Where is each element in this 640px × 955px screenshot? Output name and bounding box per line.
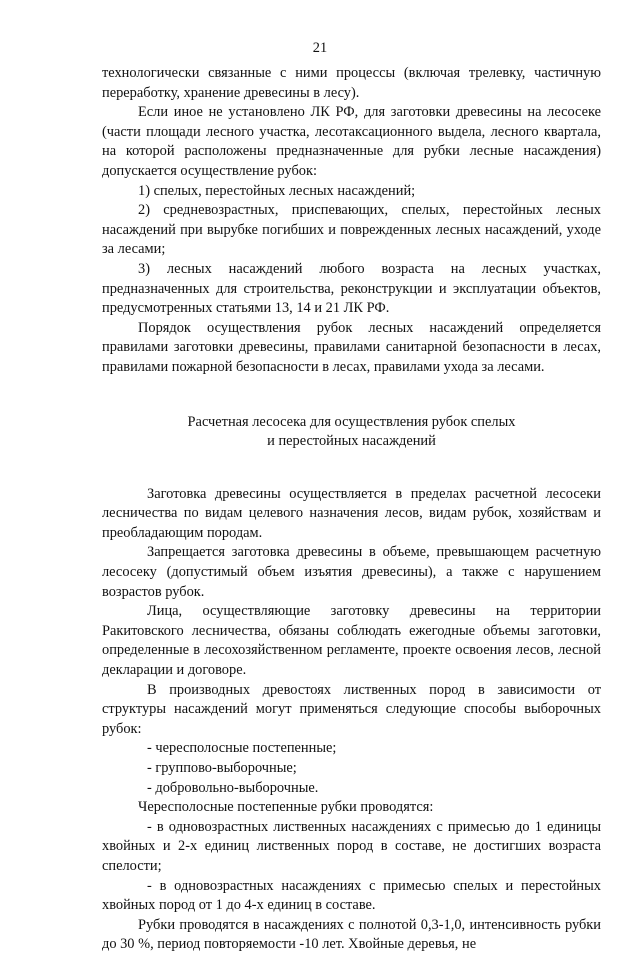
- paragraph: технологически связанные с ними процессы (включая трелевку, частичную переработку, хранение древесины в лесу).: [102, 65, 601, 101]
- list-item: - в одновозрастных лиственных насаждениях с примесью до 1 единицы хвойных и 2-х единиц лиственных пород в составе, не достигших возраста спелости;: [102, 818, 601, 874]
- paragraph: Чересполосные постепенные рубки проводятся:: [138, 799, 434, 816]
- paragraph: Рубки проводятся в насаждениях с полнотой 0,3-1,0, интенсивность рубки до 30 %, период повторяемости -10 лет. Хвойные деревья, не: [102, 916, 601, 953]
- paragraph: Если иное не установлено ЛК РФ, для заготовки древесины на лесосеке (части площади лесного участка, лесотаксационного выдела, лесного квартала, на которой расположены предназначенные для рубки лесные насаждения) допускается осуществление рубок:: [102, 104, 601, 179]
- paragraph: Лица, осуществляющие заготовку древесины на территории Ракитовского лесничества, обязаны соблюдать ежегодные объемы заготовки, определенные в лесохозяйственном регламенте, проекте освоения лесов, лесной декларации и договоре.: [102, 603, 601, 679]
- paragraph: Запрещается заготовка древесины в объеме, превышающем расчетную лесосеку (допустимый объем изъятия древесины), а также с нарушением возрастов рубок.: [102, 544, 601, 600]
- list-item: - добровольно-выборочные.: [147, 779, 319, 796]
- list-item: 2) средневозрастных, приспевающих, спелых, перестойных лесных насаждений при вырубке погибших и поврежденных лесных насаждений, уходе за лесами;: [102, 202, 601, 258]
- paragraph: В производных древостоях лиственных пород в зависимости от структуры насаждений могут применяться следующие способы выборочных рубок:: [102, 681, 601, 737]
- page-number: 21: [312, 40, 328, 56]
- list-item: 1) спелых, перестойных лесных насаждений;: [138, 182, 416, 199]
- list-item: - в одновозрастных насаждениях с примесью спелых и перестойных хвойных пород от 1 до 4-х единиц в составе.: [102, 877, 601, 914]
- list-item: - чересполосные постепенные;: [147, 740, 337, 757]
- section-heading-line2: и перестойных насаждений: [267, 433, 436, 450]
- paragraph: Заготовка древесины осуществляется в пределах расчетной лесосеки лесничества по видам целевого назначения лесов, видам рубок, хозяйствам и преобладающим породам.: [102, 485, 601, 541]
- section-heading: [102, 413, 601, 452]
- section-heading-line1: Расчетная лесосека для осуществления рубок спелых: [187, 413, 516, 430]
- body-text: [102, 64, 601, 955]
- paragraph: Порядок осуществления рубок лесных насаждений определяется правилами заготовки древесины, правилами санитарной безопасности в лесах, правилами пожарной безопасности в лесах, правилами ухода за лесами.: [102, 319, 601, 375]
- list-item: 3) лесных насаждений любого возраста на лесных участках, предназначенных для строительства, реконструкции и эксплуатации объектов, предусмотренных статьями 13, 14 и 21 ЛК РФ.: [102, 260, 601, 317]
- list-item: - группово-выборочные;: [147, 760, 297, 776]
